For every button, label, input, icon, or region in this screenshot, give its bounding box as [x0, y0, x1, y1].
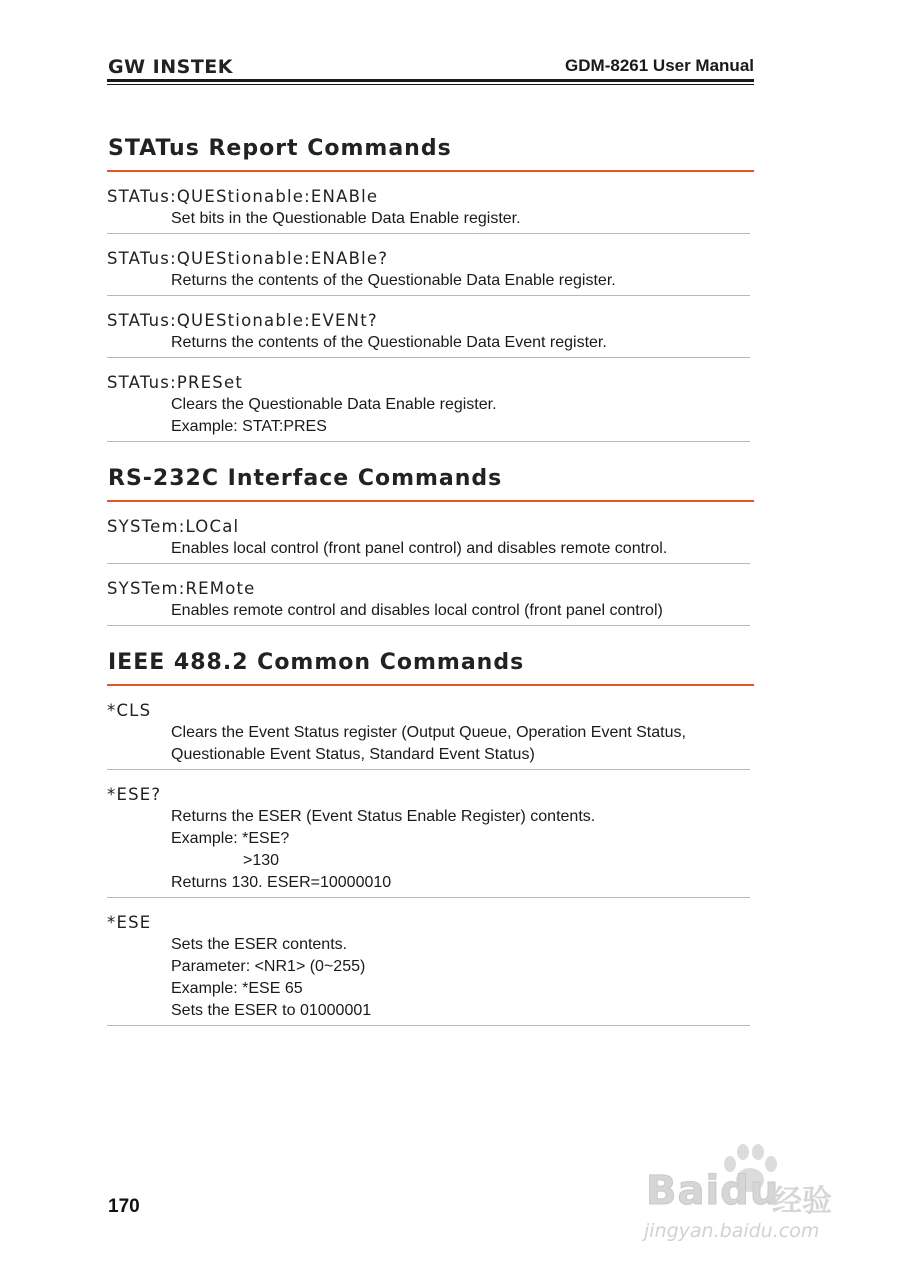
- command-entry: [107, 372, 750, 442]
- command-name: *ESE: [107, 913, 152, 932]
- command-description-line: Example: *ESE 65: [171, 980, 303, 997]
- command-description-line: Enables remote control and disables local control (front panel control): [171, 602, 663, 619]
- command-name: STATus:QUEStionable:ENABle?: [107, 249, 389, 268]
- command-name: *ESE?: [107, 785, 162, 804]
- manual-title: GDM-8261 User Manual: [565, 56, 754, 75]
- page-number: 170: [108, 1196, 140, 1217]
- section-rule: [107, 684, 754, 686]
- section-title: IEEE 488.2 Common Commands: [108, 650, 525, 675]
- command-description-line: Set bits in the Questionable Data Enable register.: [171, 210, 521, 227]
- command-entry: [107, 784, 750, 898]
- command-description-line: Example: *ESE?: [171, 830, 290, 847]
- section-title: STATus Report Commands: [108, 136, 452, 161]
- command-entry: [107, 912, 750, 1026]
- command-description-line: Sets the ESER contents.: [171, 936, 348, 953]
- brand-logo: GW INSTEK: [108, 56, 233, 78]
- command-name: STATus:QUEStionable:ENABle: [107, 187, 379, 206]
- command-entry: [107, 186, 750, 234]
- document-body: [107, 134, 754, 1040]
- section: [107, 134, 754, 442]
- command-name: *CLS: [107, 701, 152, 720]
- command-name: STATus:QUEStionable:EVENt?: [107, 311, 378, 330]
- section: [107, 648, 754, 1026]
- section-rule: [107, 500, 754, 502]
- command-description-line: Parameter: <NR1> (0~255): [171, 958, 366, 975]
- command-name: STATus:PRESet: [107, 373, 243, 392]
- command-description-line: >130: [243, 852, 280, 869]
- command-description-line: Questionable Event Status, Standard Event Status): [171, 746, 535, 763]
- header-rule: [107, 79, 754, 82]
- watermark: [640, 1140, 860, 1250]
- command-description-line: Returns the contents of the Questionable Data Enable register.: [171, 272, 616, 289]
- command-description-line: Returns 130. ESER=10000010: [171, 874, 392, 891]
- command-description-line: Returns the contents of the Questionable Data Event register.: [171, 334, 607, 351]
- command-description-line: Clears the Questionable Data Enable register.: [171, 396, 497, 413]
- command-name: SYSTem:LOCal: [107, 517, 240, 536]
- command-name: SYSTem:REMote: [107, 579, 256, 598]
- command-entry: [107, 248, 750, 296]
- command-entry: [107, 310, 750, 358]
- header-rule-thin: [107, 84, 754, 85]
- command-entry: [107, 700, 750, 770]
- command-description-line: Enables local control (front panel control) and disables remote control.: [171, 540, 668, 557]
- watermark-url: jingyan.baidu.com: [644, 1220, 820, 1242]
- section-title: RS-232C Interface Commands: [108, 466, 503, 491]
- watermark-cn: 经验: [772, 1184, 832, 1219]
- command-description-line: Clears the Event Status register (Output Queue, Operation Event Status,: [171, 724, 686, 741]
- command-entry: [107, 578, 750, 626]
- watermark-brand: Baidu: [646, 1168, 780, 1214]
- command-description-line: Example: STAT:PRES: [171, 418, 327, 435]
- command-description-line: Returns the ESER (Event Status Enable Register) contents.: [171, 808, 596, 825]
- section: [107, 464, 754, 626]
- command-description-line: Sets the ESER to 01000001: [171, 1002, 372, 1019]
- section-rule: [107, 170, 754, 172]
- command-entry: [107, 516, 750, 564]
